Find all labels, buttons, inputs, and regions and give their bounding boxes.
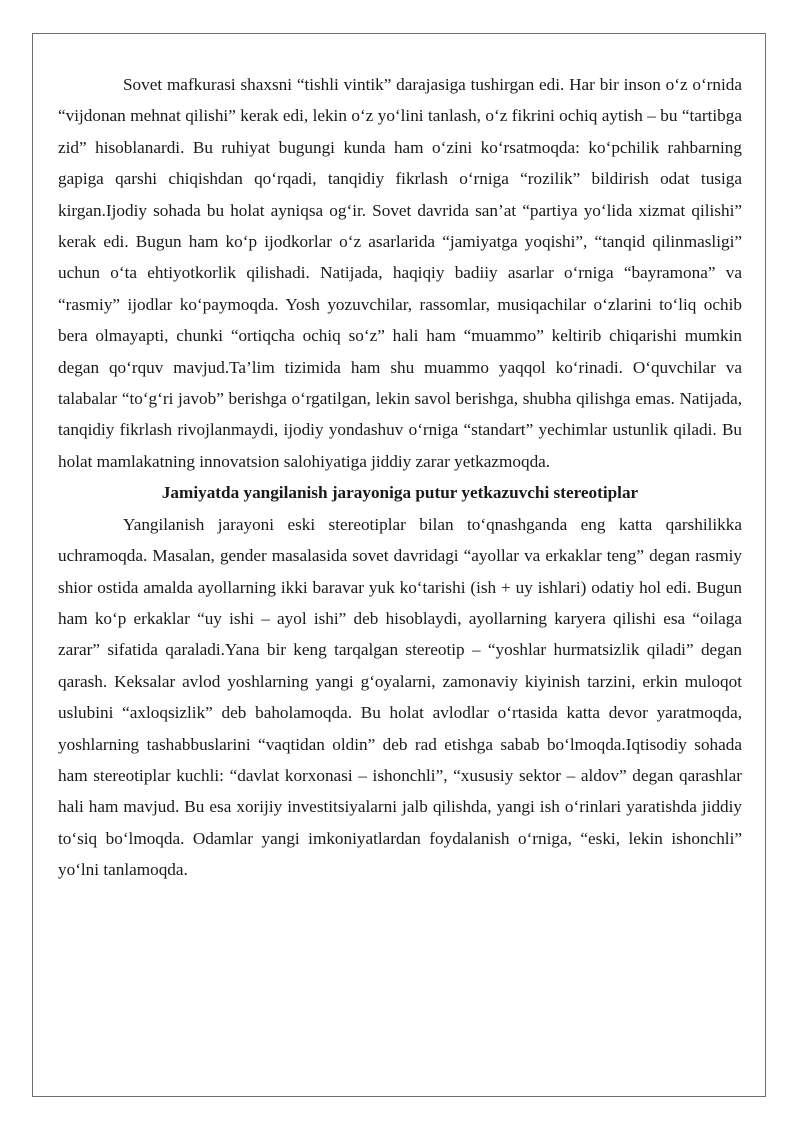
paragraph-stereotypes: Yangilanish jarayoni eski stereotiplar bilan to‘qnashganda eng katta qarshilikka uchramoqda. Masalan, gender masalasida sovet davridagi “ayollar va erkaklar teng” degan rasmiy shior ostida amalda ayollarning ikki baravar yuk ko‘tarishi (ish + uy ishlari) odatiy hol edi. Bugun ham ko‘p erkaklar “uy ishi – ayol ishi” deb hisoblaydi, ayollarning karyera qilishi esa “oilaga zarar” sifatida qaraladi.Yana bir keng tarqalgan stereotip – “yoshlar hurmatsizlik qiladi” degan qarash. Keksalar avlod yoshlarning yangi g‘oyalarni, zamonaviy kiyinish tarzini, erkin muloqot uslubini “axloqsizlik” deb baholamoqda. Bu holat avlodlar o‘rtasida katta devor yaratmoqda, yoshlarning tashabbuslarini “vaqtidan oldin” deb rad etishga sabab bo‘lmoqda.Iqtisodiy sohada ham stereotiplar kuchli: “davlat korxonasi – ishonchli”, “xususiy sektor – aldov” degan qarashlar hali ham mavjud. Bu esa xorijiy investitsiyalarni jalb qilishda, yangi ish o‘rinlari yaratishda jiddiy to‘siq bo‘lmoqda. Odamlar yangi imkoniyatlardan foydalanish o‘rniga, “eski, lekin ishonchli” yo‘lni tanlamoqda. [58,514,742,880]
document-body [58,69,742,886]
paragraph-soviet-ideology: Sovet mafkurasi shaxsni “tishli vintik” darajasiga tushirgan edi. Har bir inson o‘z o‘rnida “vijdonan mehnat qilishi” kerak edi, lekin o‘z yo‘lini tanlash, o‘z fikrini ochiq aytish – bu “tartibga zid” hisoblanardi. Bu ruhiyat bugungi kunda ham o‘zini ko‘rsatmoqda: ko‘pchilik rahbarning gapiga qarshi chiqishdan qo‘rqadi, tanqidiy fikrlash o‘rniga “rozilik” bildirish odat tusiga kirgan.Ijodiy sohada bu holat ayniqsa og‘ir. Sovet davrida san’at “partiya yo‘lida xizmat qilishi” kerak edi. Bugun ham ko‘p ijodkorlar o‘z asarlarida “jamiyatga yoqishi”, “tanqid qilinmasligi” uchun o‘ta ehtiyotkorlik qilishadi. Natijada, haqiqiy badiiy asarlar o‘rniga “bayramona” va “rasmiy” ijodlar ko‘paymoqda. Yosh yozuvchilar, rassomlar, musiqachilar o‘zlarini to‘liq ochib bera olmayapti, chunki “ortiqcha ochiq so‘z” hali ham “muammo” keltirib chiqarishi mumkin degan qo‘rquv mavjud.Ta’lim tizimida ham shu muammo yaqqol ko‘rinadi. O‘quvchilar va talabalar “to‘g‘ri javob” berishga o‘rgatilgan, lekin savol berishga, shubha qilishga emas. Natijada, tanqidiy fikrlash rivojlanmaydi, ijodiy yondashuv o‘rniga “standart” yechimlar ustunlik qiladi. Bu holat mamlakatning innovatsion salohiyatiga jiddiy zarar yetkazmoqda. [58,75,742,471]
section-heading: Jamiyatda yangilanish jarayoniga putur yetkazuvchi stereotiplar [161,483,639,503]
